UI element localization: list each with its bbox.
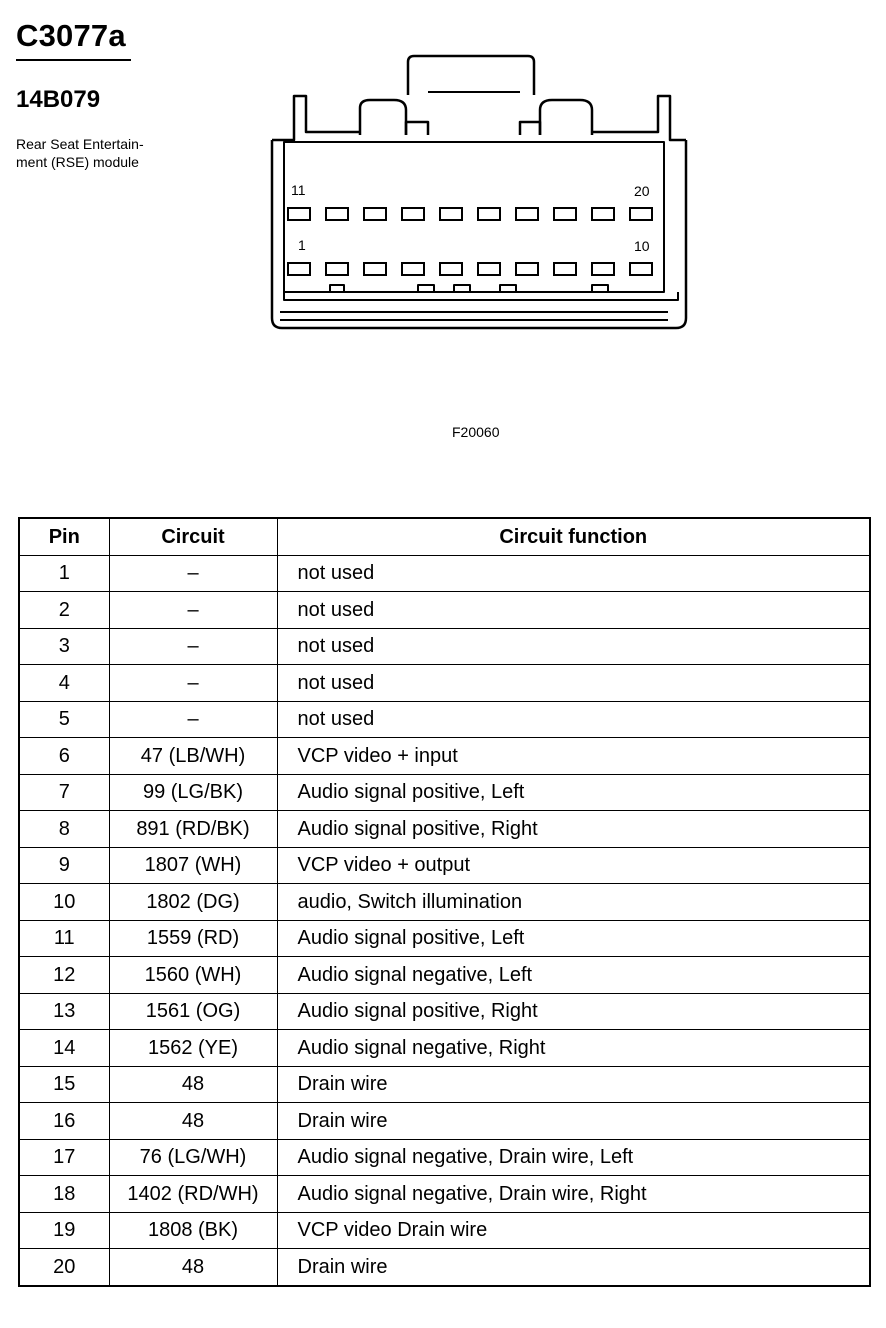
circuit-cell: 1559 (RD) bbox=[109, 920, 277, 957]
pin-cell: 8 bbox=[19, 811, 109, 848]
circuit-function-cell: VCP video + output bbox=[277, 847, 870, 884]
pin-cell: 10 bbox=[19, 884, 109, 921]
table-row bbox=[19, 592, 870, 629]
table-row bbox=[19, 1212, 870, 1249]
circuit-function-cell: audio, Switch illumination bbox=[277, 884, 870, 921]
pin-label-top-left: 11 bbox=[291, 182, 306, 198]
pin-cell: 11 bbox=[19, 920, 109, 957]
circuit-cell: – bbox=[109, 665, 277, 702]
table-row bbox=[19, 774, 870, 811]
module-description: Rear Seat Entertain- ment (RSE) module bbox=[16, 136, 144, 170]
pin-cell: 13 bbox=[19, 993, 109, 1030]
circuit-function-cell: not used bbox=[277, 592, 870, 629]
circuit-cell: – bbox=[109, 628, 277, 665]
pin-cell: 4 bbox=[19, 665, 109, 702]
pinout-table bbox=[18, 517, 871, 1287]
circuit-cell: 891 (RD/BK) bbox=[109, 811, 277, 848]
pin-cell: 3 bbox=[19, 628, 109, 665]
circuit-function-cell: Audio signal negative, Left bbox=[277, 957, 870, 994]
circuit-cell: 1808 (BK) bbox=[109, 1212, 277, 1249]
circuit-function-cell: not used bbox=[277, 628, 870, 665]
pin-cell: 5 bbox=[19, 701, 109, 738]
table-row bbox=[19, 920, 870, 957]
pin-label-top-right: 20 bbox=[634, 183, 650, 199]
table-header-row bbox=[19, 518, 870, 555]
table-row bbox=[19, 555, 870, 592]
circuit-cell: 1807 (WH) bbox=[109, 847, 277, 884]
table-row bbox=[19, 1176, 870, 1213]
circuit-cell: – bbox=[109, 701, 277, 738]
table-row bbox=[19, 665, 870, 702]
circuit-cell: 1402 (RD/WH) bbox=[109, 1176, 277, 1213]
connector-id: C3077a bbox=[16, 18, 126, 53]
pin-cell: 12 bbox=[19, 957, 109, 994]
circuit-cell: 99 (LG/BK) bbox=[109, 774, 277, 811]
header-circuit: Circuit bbox=[109, 518, 277, 555]
header-circuit-function: Circuit function bbox=[277, 518, 870, 555]
circuit-cell: 47 (LB/WH) bbox=[109, 738, 277, 775]
circuit-cell: 48 bbox=[109, 1249, 277, 1286]
circuit-function-cell: Audio signal negative, Drain wire, Right bbox=[277, 1176, 870, 1213]
pin-cell: 2 bbox=[19, 592, 109, 629]
pin-cell: 19 bbox=[19, 1212, 109, 1249]
table-row bbox=[19, 1139, 870, 1176]
circuit-function-cell: Drain wire bbox=[277, 1249, 870, 1286]
pin-cell: 15 bbox=[19, 1066, 109, 1103]
figure-id: F20060 bbox=[452, 424, 500, 440]
pin-cell: 6 bbox=[19, 738, 109, 775]
circuit-cell: 48 bbox=[109, 1103, 277, 1140]
circuit-function-cell: Audio signal positive, Right bbox=[277, 993, 870, 1030]
table-row bbox=[19, 957, 870, 994]
table-row bbox=[19, 811, 870, 848]
circuit-cell: 1561 (OG) bbox=[109, 993, 277, 1030]
circuit-cell: 1562 (YE) bbox=[109, 1030, 277, 1067]
circuit-cell: 48 bbox=[109, 1066, 277, 1103]
title-underline bbox=[16, 59, 131, 61]
connector-face-diagram bbox=[258, 50, 690, 342]
pin-label-bottom-left: 1 bbox=[298, 237, 306, 253]
table-row bbox=[19, 628, 870, 665]
table-row bbox=[19, 1103, 870, 1140]
table-row bbox=[19, 847, 870, 884]
circuit-cell: 1560 (WH) bbox=[109, 957, 277, 994]
pin-cell: 16 bbox=[19, 1103, 109, 1140]
table-row bbox=[19, 884, 870, 921]
pin-cell: 1 bbox=[19, 555, 109, 592]
pin-cell: 17 bbox=[19, 1139, 109, 1176]
pin-cell: 14 bbox=[19, 1030, 109, 1067]
circuit-function-cell: Audio signal positive, Left bbox=[277, 774, 870, 811]
circuit-function-cell: Drain wire bbox=[277, 1066, 870, 1103]
circuit-function-cell: Audio signal negative, Drain wire, Left bbox=[277, 1139, 870, 1176]
table-row bbox=[19, 1030, 870, 1067]
table-row bbox=[19, 1249, 870, 1286]
pin-cell: 7 bbox=[19, 774, 109, 811]
pin-cell: 18 bbox=[19, 1176, 109, 1213]
table-row bbox=[19, 1066, 870, 1103]
table-row bbox=[19, 993, 870, 1030]
circuit-function-cell: not used bbox=[277, 555, 870, 592]
circuit-function-cell: Audio signal positive, Left bbox=[277, 920, 870, 957]
header-pin: Pin bbox=[19, 518, 109, 555]
circuit-function-cell: VCP video + input bbox=[277, 738, 870, 775]
circuit-function-cell: Audio signal negative, Right bbox=[277, 1030, 870, 1067]
pin-cell: 9 bbox=[19, 847, 109, 884]
circuit-cell: 1802 (DG) bbox=[109, 884, 277, 921]
circuit-function-cell: not used bbox=[277, 701, 870, 738]
pin-label-bottom-right: 10 bbox=[634, 238, 650, 254]
circuit-cell: 76 (LG/WH) bbox=[109, 1139, 277, 1176]
pinout-table-body bbox=[19, 555, 870, 1286]
circuit-function-cell: Audio signal positive, Right bbox=[277, 811, 870, 848]
circuit-function-cell: Drain wire bbox=[277, 1103, 870, 1140]
table-row bbox=[19, 701, 870, 738]
circuit-function-cell: VCP video Drain wire bbox=[277, 1212, 870, 1249]
pin-cell: 20 bbox=[19, 1249, 109, 1286]
circuit-cell: – bbox=[109, 592, 277, 629]
part-number: 14B079 bbox=[16, 86, 101, 113]
table-row bbox=[19, 738, 870, 775]
circuit-function-cell: not used bbox=[277, 665, 870, 702]
circuit-cell: – bbox=[109, 555, 277, 592]
